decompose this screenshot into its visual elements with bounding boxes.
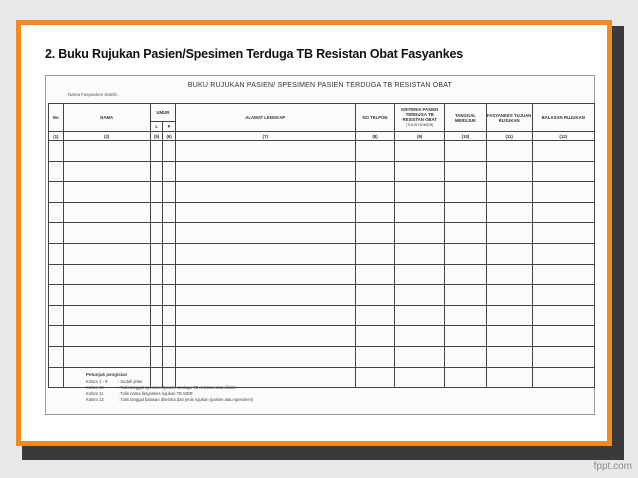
scanned-form [45,75,595,415]
header-p: P [163,122,175,132]
table-cell [355,346,395,367]
table-cell [163,161,175,182]
column-number-cell: (2) [63,132,150,141]
table-row [49,285,595,306]
table-cell [532,161,594,182]
table-cell [395,141,445,162]
table-cell [445,223,487,244]
table-cell [532,264,594,285]
table-cell [63,182,150,203]
header-balasan: BALASAN RUJUKAN [532,104,594,132]
table-cell [49,223,64,244]
instruction-text: : Sudah jelas [118,379,143,384]
table-cell [163,326,175,347]
table-cell [175,326,355,347]
table-row [49,243,595,264]
footer-brand: fppt.com [593,461,632,472]
table-cell [355,141,395,162]
column-number-cell: (6) [163,132,175,141]
instruction-key: Kolom 10 [86,385,104,390]
table-cell [445,367,487,388]
table-cell [486,285,532,306]
instructions-lines [86,379,253,403]
table-cell [532,285,594,306]
header-kriteria-label: KRITERIA PASIEN TERDUGA TB RESISTAN OBAT [401,107,439,122]
table-cell [395,243,445,264]
table-cell [63,285,150,306]
table-row [49,223,595,244]
table-cell [175,243,355,264]
table-cell [150,141,162,162]
table-cell [175,182,355,203]
table-cell [49,285,64,306]
table-cell [395,202,445,223]
slide-frame [16,20,612,446]
column-number-cell: (10) [445,132,487,141]
table-cell [486,264,532,285]
table-cell [532,141,594,162]
table-cell [163,305,175,326]
table-row [49,326,595,347]
table-cell [49,346,64,367]
table-cell [63,305,150,326]
table-cell [532,346,594,367]
header-kriteria-note: (TULIS NOMOR) [406,123,434,127]
column-number-row [49,132,595,141]
table-cell [175,223,355,244]
table-cell [395,182,445,203]
table-row [49,161,595,182]
table-cell [486,305,532,326]
table-cell [486,182,532,203]
header-kriteria [395,104,445,132]
table-cell [395,223,445,244]
table-cell [150,285,162,306]
table-cell [395,161,445,182]
column-number-cell: (5) [150,132,162,141]
table-cell [49,202,64,223]
table-cell [486,141,532,162]
header-umur: UMUR [150,104,175,122]
table-cell [163,346,175,367]
table-cell [355,202,395,223]
slide-heading: 2. Buku Rujukan Pasien/Spesimen Terduga TB Resistan Obat Fasyankes [45,47,463,61]
table-cell [395,367,445,388]
instruction-key: Kolom 1 - 9 [86,379,108,384]
instruction-key: Kolom 11 [86,391,104,396]
table-cell [150,305,162,326]
table-cell [486,202,532,223]
table-cell [150,264,162,285]
table-row [49,202,595,223]
table-cell [395,326,445,347]
table-cell [175,161,355,182]
table-cell [445,202,487,223]
form-title: BUKU RUJUKAN PASIEN/ SPESIMEN PASIEN TERDUGA TB RESISTAN OBAT [187,82,453,89]
table-cell [49,326,64,347]
table-cell [150,346,162,367]
table-cell [486,223,532,244]
table-cell [150,223,162,244]
header-fasyankes: FASYANKES TUJUAN RUJUKAN [486,104,532,132]
table-cell [355,326,395,347]
table-cell [445,326,487,347]
table-cell [49,367,64,388]
table-cell [63,202,150,223]
table-cell [355,223,395,244]
header-nama: NAMA [63,104,150,132]
table-cell [49,264,64,285]
header-l: L [150,122,162,132]
table-cell [445,243,487,264]
table-cell [175,202,355,223]
table-cell [163,182,175,203]
table-cell [355,264,395,285]
table-cell [532,223,594,244]
table-cell [395,346,445,367]
table-cell [163,141,175,162]
column-number-cell: (11) [486,132,532,141]
table-cell [63,243,150,264]
facility-label: Nama Fasyankes Satelit : [68,92,120,97]
table-cell [63,346,150,367]
table-cell [445,285,487,306]
table-cell [355,182,395,203]
table-cell [445,305,487,326]
table-cell [63,141,150,162]
table-cell [486,346,532,367]
table-cell [150,182,162,203]
table-cell [150,202,162,223]
column-number-cell: (1) [49,132,64,141]
table-cell [150,326,162,347]
table-row [49,346,595,367]
table-cell [486,161,532,182]
table-cell [395,264,445,285]
column-number-cell: (8) [355,132,395,141]
table-cell [163,223,175,244]
table-cell [49,243,64,264]
table-cell [355,243,395,264]
table-cell [445,161,487,182]
instructions-title: Petunjuk pengisian [86,372,128,377]
table-cell [355,285,395,306]
instruction-key: Kolom 12 [86,397,104,402]
table-cell [175,141,355,162]
table-cell [486,243,532,264]
table-cell [49,305,64,326]
instruction-text: : Tulis nama fasyankes rujukan TB MDR [118,391,193,396]
table-cell [49,182,64,203]
instruction-line [86,397,253,403]
table-cell [175,285,355,306]
table-cell [355,367,395,388]
table-cell [355,161,395,182]
table-cell [395,285,445,306]
table-cell [175,346,355,367]
table-row [49,182,595,203]
table-cell [175,264,355,285]
column-number-cell: (9) [395,132,445,141]
table-cell [150,161,162,182]
table-cell [49,161,64,182]
table-cell [445,182,487,203]
table-cell [532,243,594,264]
table-cell [163,264,175,285]
table-cell [63,223,150,244]
instructions [86,372,253,403]
table-cell [150,243,162,264]
column-number-cell: (7) [175,132,355,141]
table-cell [532,182,594,203]
table-cell [532,326,594,347]
table-row [49,264,595,285]
header-tanggal: TANGGAL MERUJUK [445,104,487,132]
table-cell [486,367,532,388]
header-no: No [49,104,64,132]
table-row [49,305,595,326]
column-number-cell: (12) [532,132,594,141]
table-cell [163,202,175,223]
header-alamat: ALAMAT LENGKAP [175,104,355,132]
table-cell [63,161,150,182]
table-cell [63,326,150,347]
table-cell [163,243,175,264]
table-cell [445,141,487,162]
table-cell [445,264,487,285]
table-cell [175,305,355,326]
table-cell [445,346,487,367]
table-cell [532,305,594,326]
table-cell [63,264,150,285]
table-row [49,141,595,162]
table-cell [49,141,64,162]
table-cell [355,305,395,326]
instruction-text: : Tulis tanggal spesimen/pasien terduga TB resistan obat dikirim [118,385,237,390]
table-cell [532,202,594,223]
referral-table [48,103,595,388]
table-cell [395,305,445,326]
table-cell [163,285,175,306]
table-cell [486,326,532,347]
table-cell [532,367,594,388]
instruction-text: : Tulis tanggal balasan diterima dan jenis rujukan (pasien atau spesimen) [118,397,254,402]
header-telpon: NO TELPON [355,104,395,132]
